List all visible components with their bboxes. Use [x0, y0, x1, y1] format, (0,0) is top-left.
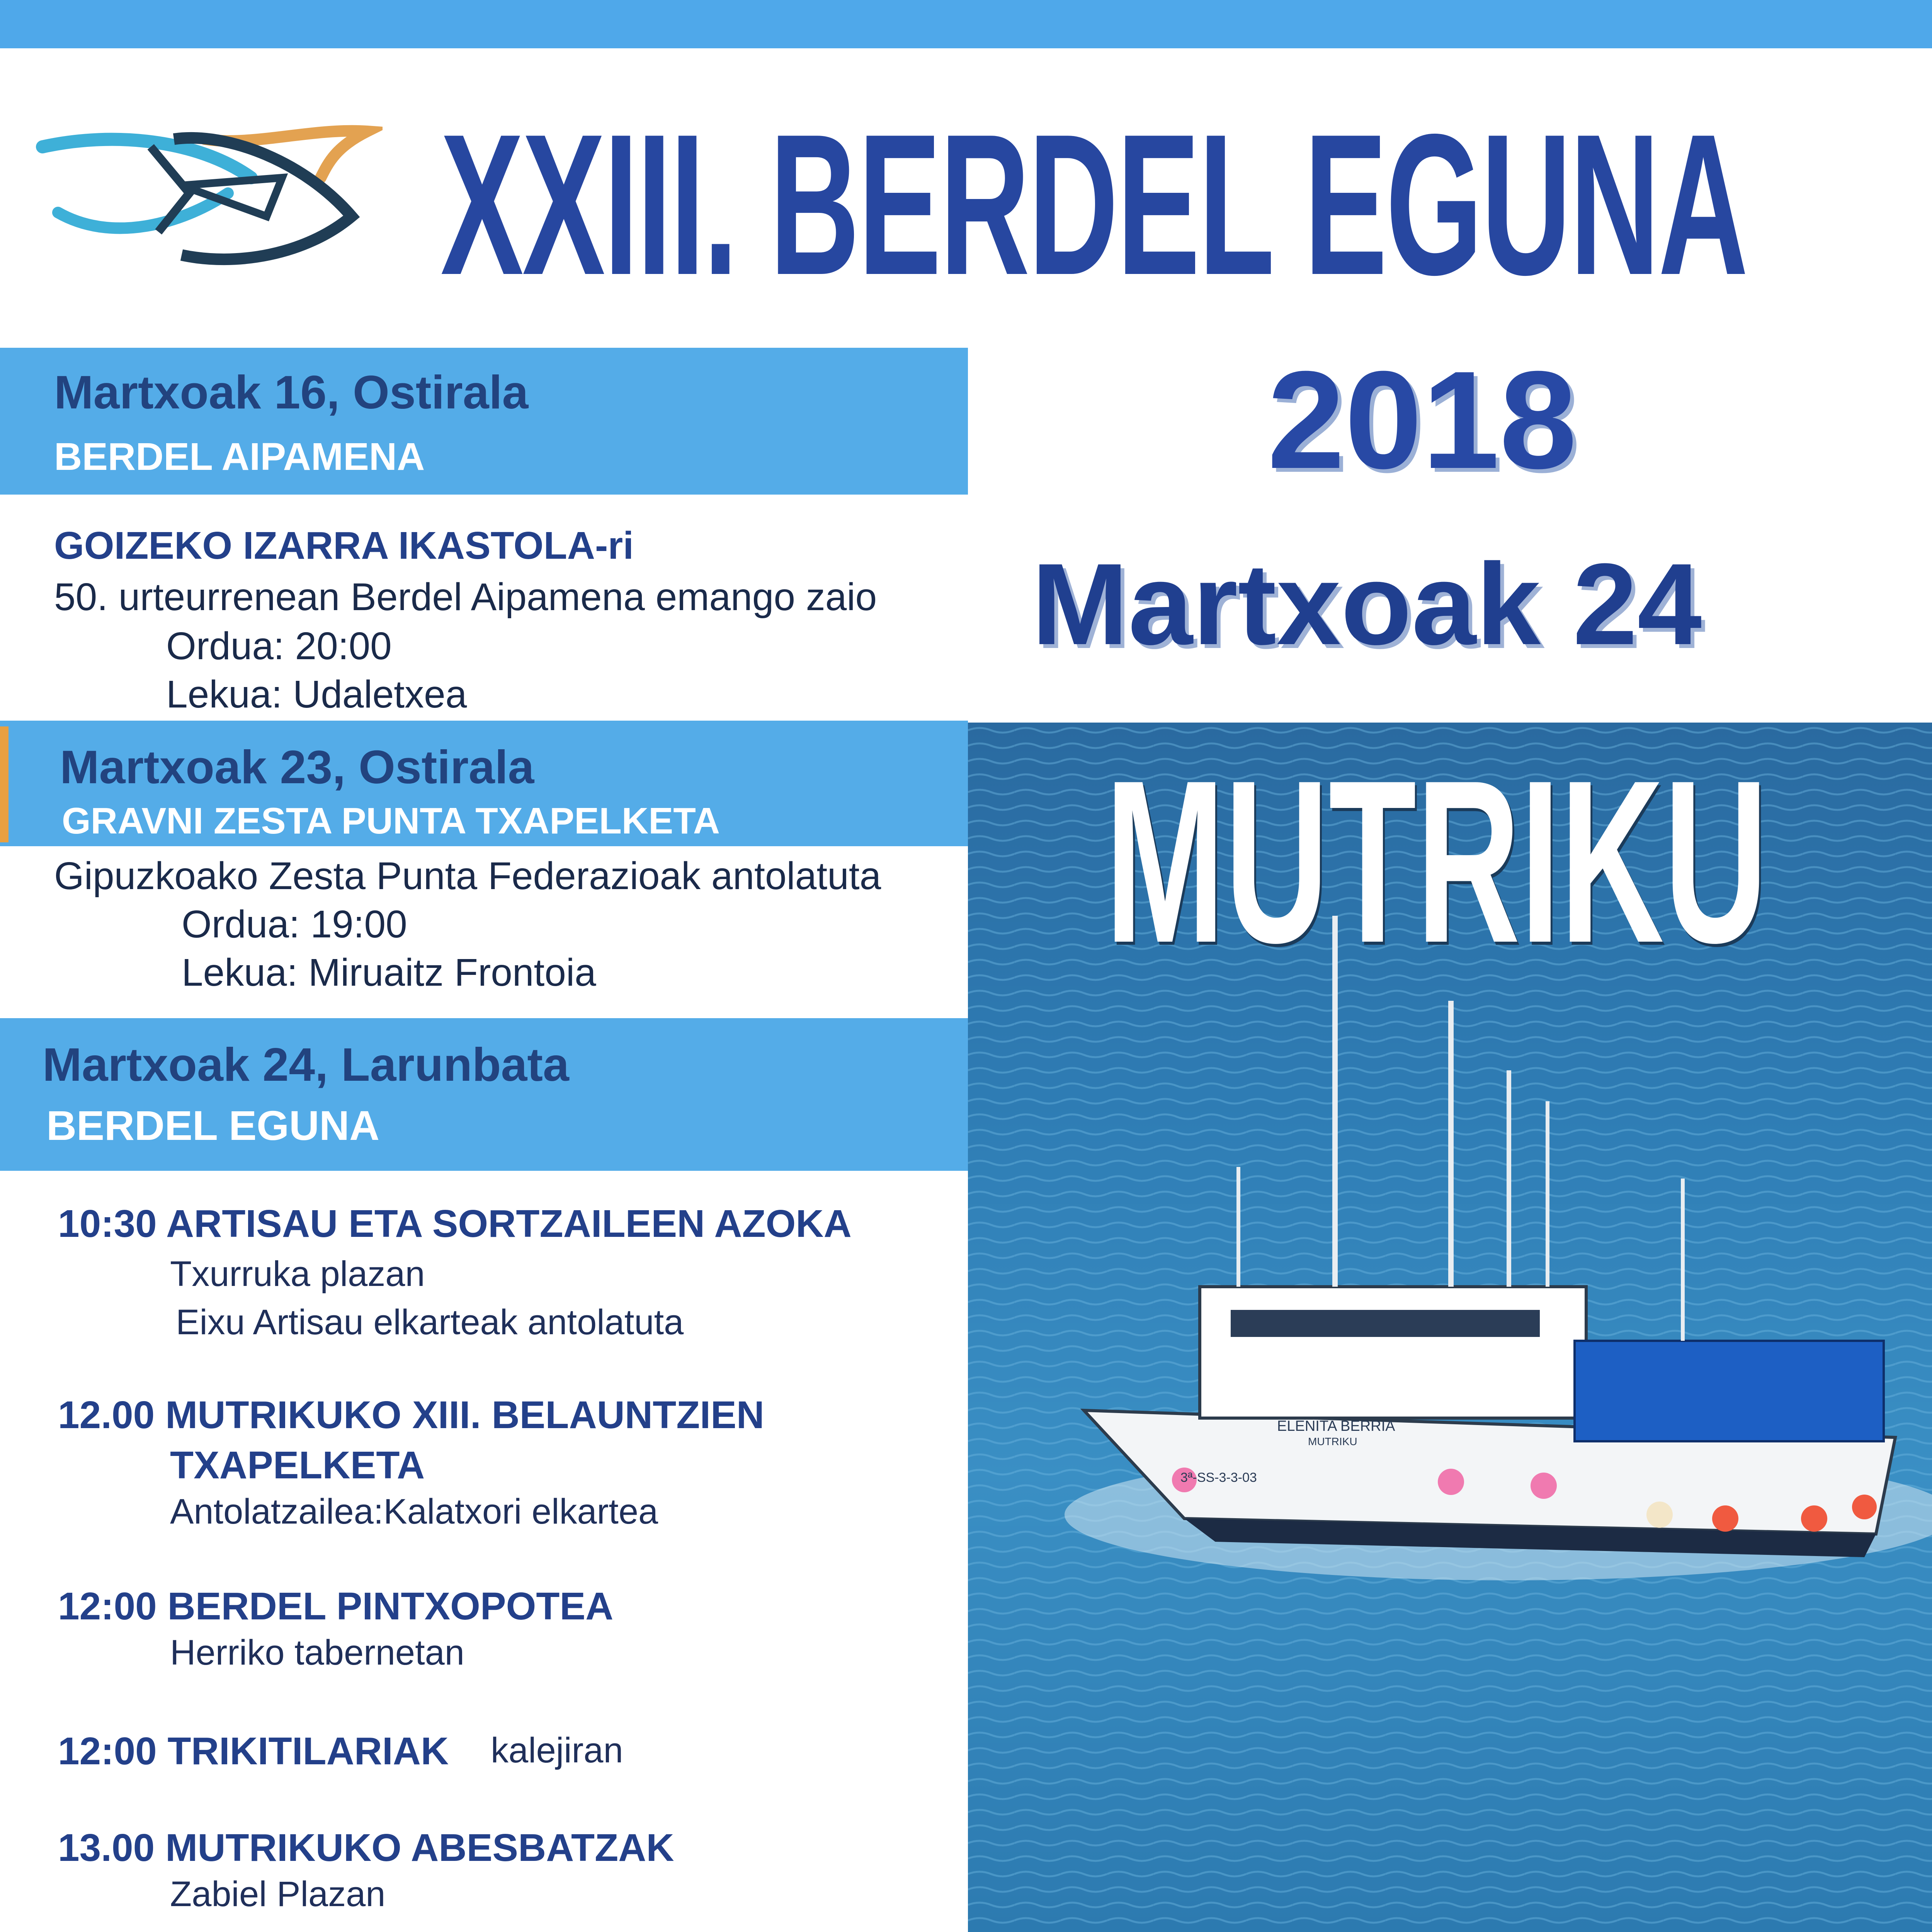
- schedule-5-title: 13.00 MUTRIKUKO ABESBATZAK: [58, 1826, 674, 1869]
- day16-date: Martxoak 16, Ostirala: [54, 366, 529, 418]
- schedule-3-title: 12:00 BERDEL PINTXOPOTEA: [58, 1585, 614, 1628]
- hull-registration: 3ª-SS-3-3-03: [1180, 1470, 1257, 1485]
- schedule-2-title: 12.00 MUTRIKUKO XIII. BELAUNTZIEN: [58, 1393, 764, 1437]
- hull-name: ELENITA BERRIA: [1277, 1418, 1395, 1434]
- day16-line1: GOIZEKO IZARRA IKASTOLA-ri: [54, 524, 634, 567]
- day16-line3: Ordua: 20:00: [166, 624, 392, 668]
- top-strip: [0, 0, 1932, 48]
- schedule-1-title: 10:30 ARTISAU ETA SORTZAILEEN AZOKA: [58, 1202, 852, 1245]
- schedule-4-title: 12:00 TRIKITILARIAK: [58, 1730, 449, 1773]
- day23-line1: Gipuzkoako Zesta Punta Federazioak antolatuta: [54, 854, 881, 898]
- day24-subtitle: BERDEL EGUNA: [46, 1102, 380, 1149]
- year: 2018: [1267, 342, 1577, 498]
- day23-subtitle: GRAVNI ZESTA PUNTA TXAPELKETA: [62, 800, 720, 842]
- page-title: XXIII. BERDEL EGUNA: [440, 92, 1747, 317]
- town-name: MUTRIKU: [1105, 732, 1768, 991]
- mackerel-fish-logo: [35, 116, 383, 286]
- schedule-5-sub1: Zabiel Plazan: [170, 1874, 386, 1914]
- schedule-2-sub1: Antolatzailea:Kalatxori elkartea: [170, 1492, 658, 1531]
- day23-date: Martxoak 23, Ostirala: [60, 741, 534, 793]
- schedule-1-sub2: Eixu Artisau elkarteak antolatuta: [176, 1303, 684, 1342]
- day16-subtitle: BERDEL AIPAMENA: [54, 435, 425, 478]
- day16-line4: Lekua: Udaletxea: [166, 673, 467, 716]
- schedule-4-inline: kalejiran: [491, 1731, 623, 1770]
- schedule-1-sub1: Txurruka plazan: [170, 1254, 425, 1294]
- schedule-3-sub1: Herriko tabernetan: [170, 1633, 464, 1672]
- orange-accent-line: [0, 726, 9, 842]
- day23-line3: Lekua: Miruaitz Frontoia: [182, 951, 596, 994]
- schedule-2-title2: TXAPELKETA: [170, 1444, 425, 1487]
- hull-sub: MUTRIKU: [1308, 1435, 1357, 1447]
- day24-date: Martxoak 24, Larunbata: [43, 1038, 569, 1091]
- day23-line2: Ordua: 19:00: [182, 903, 407, 946]
- day16-line2: 50. urteurrenean Berdel Aipamena emango zaio: [54, 575, 877, 619]
- main-date: Martxoak 24: [1032, 539, 1702, 669]
